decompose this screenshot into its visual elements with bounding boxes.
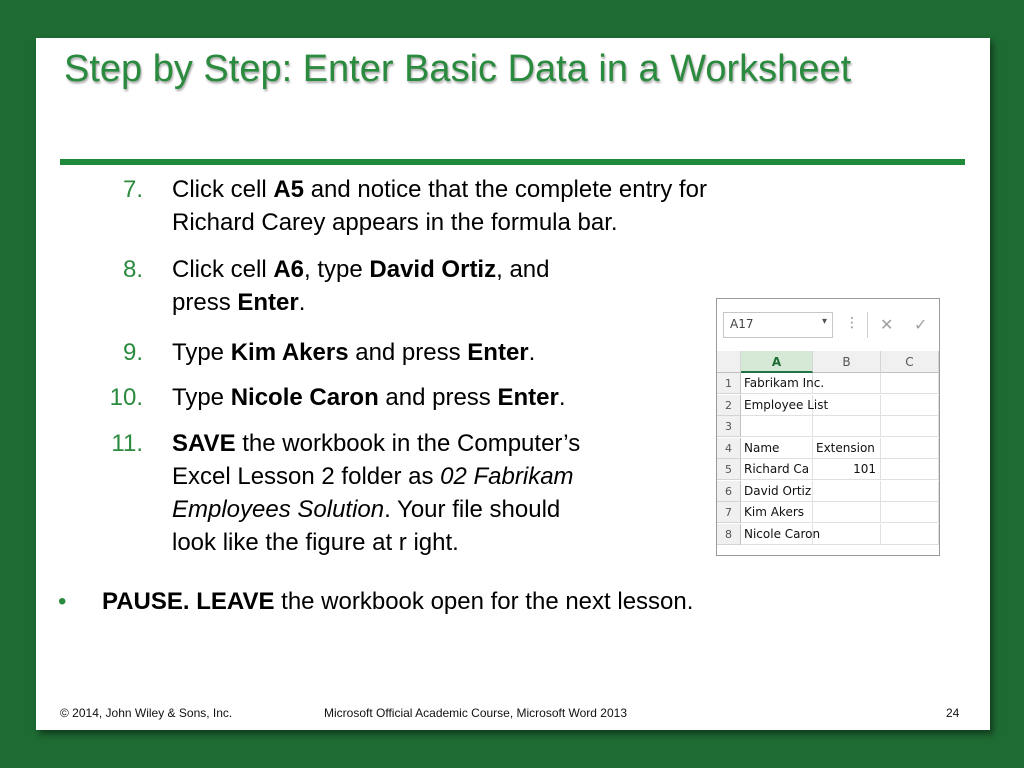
slide-title: Step by Step: Enter Basic Data in a Worksheet [64, 48, 852, 90]
step-text: Click cell A5 and notice that the complete entry for Richard Carey appears in the formula bar. [172, 176, 707, 236]
worksheet-cell: Name [741, 438, 813, 459]
footer-course: Microsoft Official Academic Course, Microsoft Word 2013 [324, 706, 627, 720]
emphasis-text: Enter [467, 339, 529, 366]
worksheet-cell: Employee List [741, 395, 813, 416]
emphasis-text: Kim Akers [230, 339, 349, 366]
worksheet-cell: Extension [813, 438, 881, 459]
row-header: 2 [717, 395, 741, 416]
worksheet-cell [881, 373, 939, 394]
check-icon: ✓ [914, 315, 928, 334]
row-header: 8 [717, 524, 741, 545]
chevron-down-icon: ▾ [821, 316, 827, 327]
emphasis-text: SAVE [172, 430, 236, 457]
worksheet-cell: Fabrikam Inc. [741, 373, 813, 394]
more-vertical-icon: ⋮ [845, 315, 859, 331]
worksheet-cell [813, 502, 881, 523]
worksheet-cell [881, 416, 939, 437]
column-header: A [741, 351, 813, 373]
worksheet-cell: Kim Akers [741, 502, 813, 523]
worksheet-cell [881, 395, 939, 416]
worksheet-cell [881, 438, 939, 459]
worksheet-cell [813, 373, 881, 394]
formula-bar [717, 299, 939, 351]
worksheet-cell: 101 [813, 459, 881, 480]
emphasis-text: 02 Fabrikam [440, 463, 574, 490]
step-text: Type Kim Akers and press Enter. [172, 339, 536, 366]
row-header: 4 [717, 438, 741, 459]
worksheet-cell: Richard Ca [741, 459, 813, 480]
worksheet-cell [813, 416, 881, 437]
emphasis-text: Employees Solution [172, 496, 385, 523]
bullet-symbol: • [58, 588, 67, 615]
title-divider [60, 159, 965, 165]
worksheet-cell [881, 502, 939, 523]
bullet-text: PAUSE. LEAVE the workbook open for the next lesson. [102, 588, 694, 615]
footer-copyright: © 2014, John Wiley & Sons, Inc. [60, 706, 233, 720]
worksheet-cell [741, 416, 813, 437]
worksheet-cell [813, 481, 881, 502]
step-number: 9. [122, 339, 143, 366]
step-number: 11. [111, 430, 143, 457]
step-number: 7. [122, 176, 143, 203]
formula-buttons [867, 312, 938, 338]
close-icon: ✕ [880, 315, 894, 334]
worksheet-cell: David Ortiz [741, 481, 813, 502]
worksheet-cell [813, 524, 881, 545]
name-box-value: A17 [730, 317, 754, 331]
worksheet-cell: Nicole Caron [741, 524, 813, 545]
row-header: 6 [717, 481, 741, 502]
emphasis-text: David Ortiz [369, 256, 497, 283]
worksheet-cell [881, 481, 939, 502]
emphasis-text: A6 [273, 256, 305, 283]
step-text: SAVE the workbook in the Computer’s Excel Lesson 2 folder as 02 Fabrikam Employees Solution. Your file should look like the figure at r ight. [172, 430, 581, 556]
name-box [723, 312, 833, 338]
emphasis-text: A5 [273, 176, 305, 203]
excel-figure [716, 298, 940, 556]
emphasis-text: PAUSE. LEAVE [102, 588, 275, 615]
worksheet-cell [881, 459, 939, 480]
select-all-corner [717, 351, 741, 373]
emphasis-text: Nicole Caron [230, 384, 379, 411]
slide [36, 38, 990, 730]
emphasis-text: Enter [497, 384, 559, 411]
step-text: Type Nicole Caron and press Enter. [172, 384, 566, 411]
step-number: 8. [122, 256, 143, 283]
worksheet-cell [881, 524, 939, 545]
row-header: 3 [717, 416, 741, 437]
step-text: Click cell A6, type David Ortiz, and press Enter. [172, 256, 550, 316]
row-header: 1 [717, 373, 741, 394]
emphasis-text: Enter [237, 289, 299, 316]
page-number: 24 [946, 706, 960, 720]
column-header: C [881, 351, 939, 373]
step-number: 10. [109, 384, 143, 411]
row-header: 5 [717, 459, 741, 480]
worksheet-cell [813, 395, 881, 416]
row-header: 7 [717, 502, 741, 523]
column-header: B [813, 351, 881, 373]
